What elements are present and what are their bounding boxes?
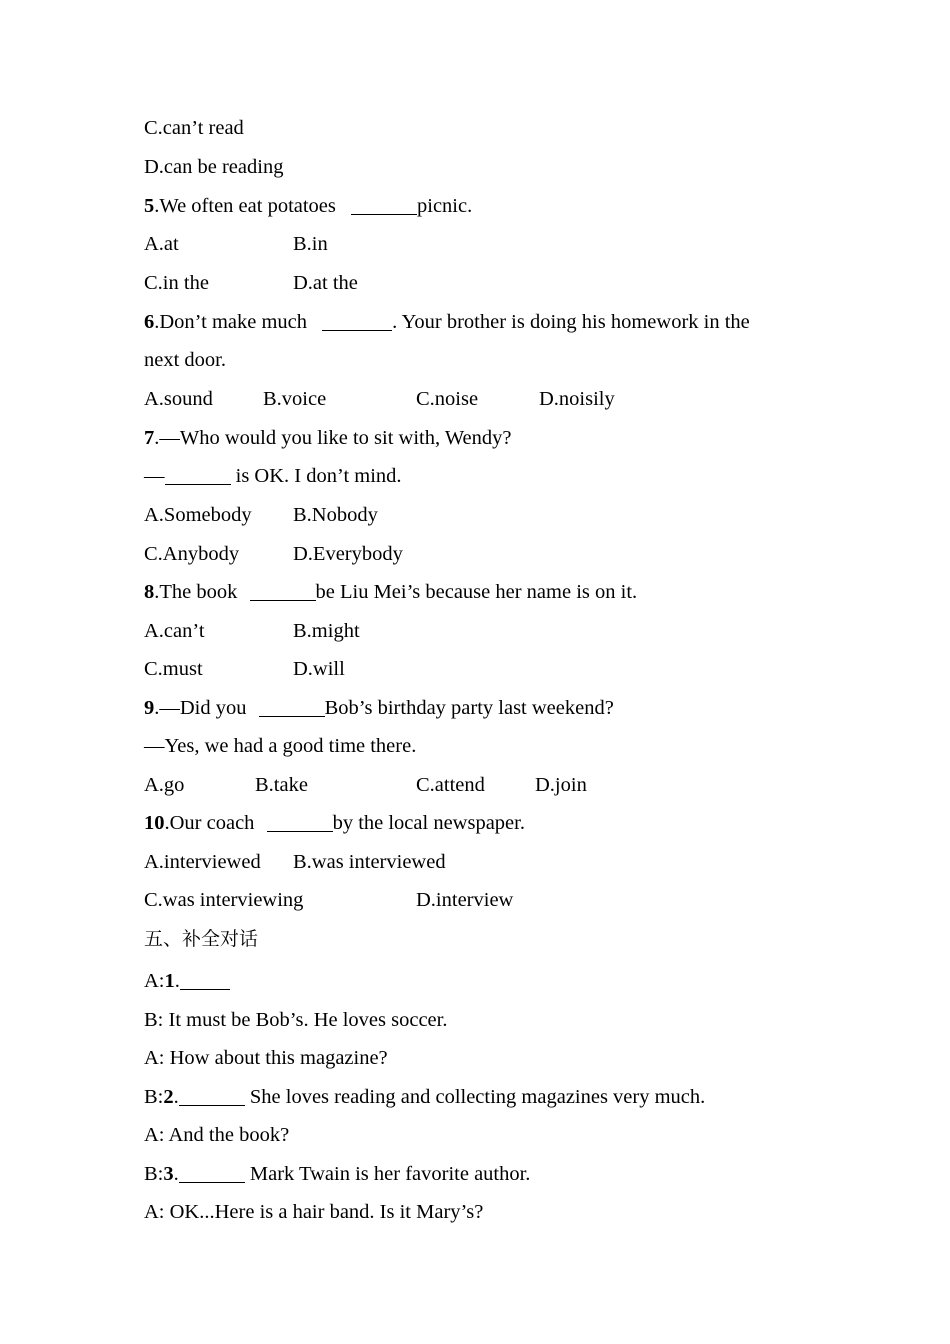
q9-option-b: B.take: [255, 774, 308, 796]
dialogue-6-text: Mark Twain is her favorite author.: [244, 1163, 531, 1185]
q7-reply: [144, 464, 402, 488]
q9-answer-blank: [259, 698, 325, 717]
q9-stem: [144, 696, 614, 720]
q10-stem-text-a: .Our coach: [164, 812, 260, 834]
q8-answer-blank: [250, 582, 316, 601]
dialogue-6-number: 3: [163, 1163, 174, 1185]
dialogue-1-speaker: A:: [144, 970, 165, 992]
q9-reply: —Yes, we had a good time there.: [144, 735, 417, 757]
q4-option-d: D.can be reading: [144, 156, 284, 178]
q8-option-c: C.must: [144, 658, 203, 680]
q6-stem-text-b: . Your brother is doing his homework in the: [392, 311, 750, 333]
q7-stem-text: .—Who would you like to sit with, Wendy?: [154, 427, 512, 449]
q5-option-c: C.in the: [144, 272, 209, 294]
q6-option-d: D.noisily: [539, 388, 615, 410]
q9-option-a: A.go: [144, 774, 185, 796]
q10-stem: [144, 811, 525, 835]
dialogue-4-dot: .: [173, 1086, 179, 1108]
q5-stem-text-a: .We often eat potatoes: [154, 195, 342, 217]
dialogue-line-6: [144, 1162, 530, 1186]
q10-stem-text-b: by the local newspaper.: [332, 812, 525, 834]
q5-option-b: B.in: [293, 233, 328, 255]
q8-stem: [144, 580, 637, 604]
q6-option-b: B.voice: [263, 388, 327, 410]
q7-answer-blank: [165, 466, 231, 485]
q8-number: 8: [144, 581, 155, 603]
q8-option-a: A.can’t: [144, 620, 205, 642]
dialogue-line-4: [144, 1085, 705, 1109]
q7-number: 7: [144, 427, 155, 449]
q6-stem-text-a: .Don’t make much: [154, 311, 313, 333]
q7-reply-dash: —: [144, 465, 165, 487]
dialogue-4-text: She loves reading and collecting magazines very much.: [244, 1086, 706, 1108]
q10-option-b: B.was interviewed: [293, 851, 446, 873]
q10-answer-blank: [267, 813, 333, 832]
q6-stem: [144, 310, 750, 334]
q8-option-d: D.will: [293, 658, 345, 680]
q10-option-c: C.was interviewing: [144, 889, 304, 911]
q8-stem-text-b: be Liu Mei’s because her name is on it.: [315, 581, 638, 603]
dialogue-6-blank: [179, 1164, 245, 1183]
dialogue-1-blank: [180, 971, 230, 990]
q6-stem-line2: next door.: [144, 349, 226, 371]
dialogue-4-number: 2: [163, 1086, 174, 1108]
section-5-heading: 五、补全对话: [144, 928, 259, 950]
q5-stem: [144, 194, 472, 218]
q5-stem-text-b: picnic.: [417, 195, 473, 217]
q7-option-d: D.Everybody: [293, 543, 403, 565]
q9-stem-text-b: Bob’s birthday party last weekend?: [324, 697, 614, 719]
q7-option-c: C.Anybody: [144, 543, 240, 565]
dialogue-line-7: A: OK...Here is a hair band. Is it Mary’s?: [144, 1201, 484, 1223]
q5-option-a: A.at: [144, 233, 179, 255]
dialogue-1-dot: .: [174, 970, 180, 992]
dialogue-4-speaker: B:: [144, 1086, 164, 1108]
q4-option-c: C.can’t read: [144, 117, 244, 139]
q9-option-d: D.join: [535, 774, 587, 796]
q10-option-a: A.interviewed: [144, 851, 261, 873]
q7-option-a: A.Somebody: [144, 504, 252, 526]
q5-number: 5: [144, 195, 155, 217]
q10-option-d: D.interview: [416, 889, 514, 911]
dialogue-line-3: A: How about this magazine?: [144, 1047, 388, 1069]
dialogue-6-dot: .: [173, 1163, 179, 1185]
q5-option-d: D.at the: [293, 272, 358, 294]
q7-stem: [144, 426, 512, 450]
q5-answer-blank: [351, 196, 417, 215]
q7-option-b: B.Nobody: [293, 504, 378, 526]
q9-stem-text-a: .—Did you: [154, 697, 252, 719]
q8-option-b: B.might: [293, 620, 360, 642]
q6-answer-blank: [322, 312, 392, 331]
q8-stem-text-a: .The book: [154, 581, 243, 603]
dialogue-line-2: B: It must be Bob’s. He loves soccer.: [144, 1009, 448, 1031]
dialogue-1-number: 1: [164, 970, 175, 992]
q9-option-c: C.attend: [416, 774, 485, 796]
dialogue-line-1: [144, 969, 230, 993]
q6-option-c: C.noise: [416, 388, 479, 410]
dialogue-6-speaker: B:: [144, 1163, 164, 1185]
dialogue-4-blank: [179, 1087, 245, 1106]
dialogue-line-5: A: And the book?: [144, 1124, 290, 1146]
q7-reply-text: is OK. I don’t mind.: [230, 465, 402, 487]
q6-number: 6: [144, 311, 155, 333]
q10-number: 10: [144, 812, 165, 834]
q6-option-a: A.sound: [144, 388, 213, 410]
q9-number: 9: [144, 697, 155, 719]
